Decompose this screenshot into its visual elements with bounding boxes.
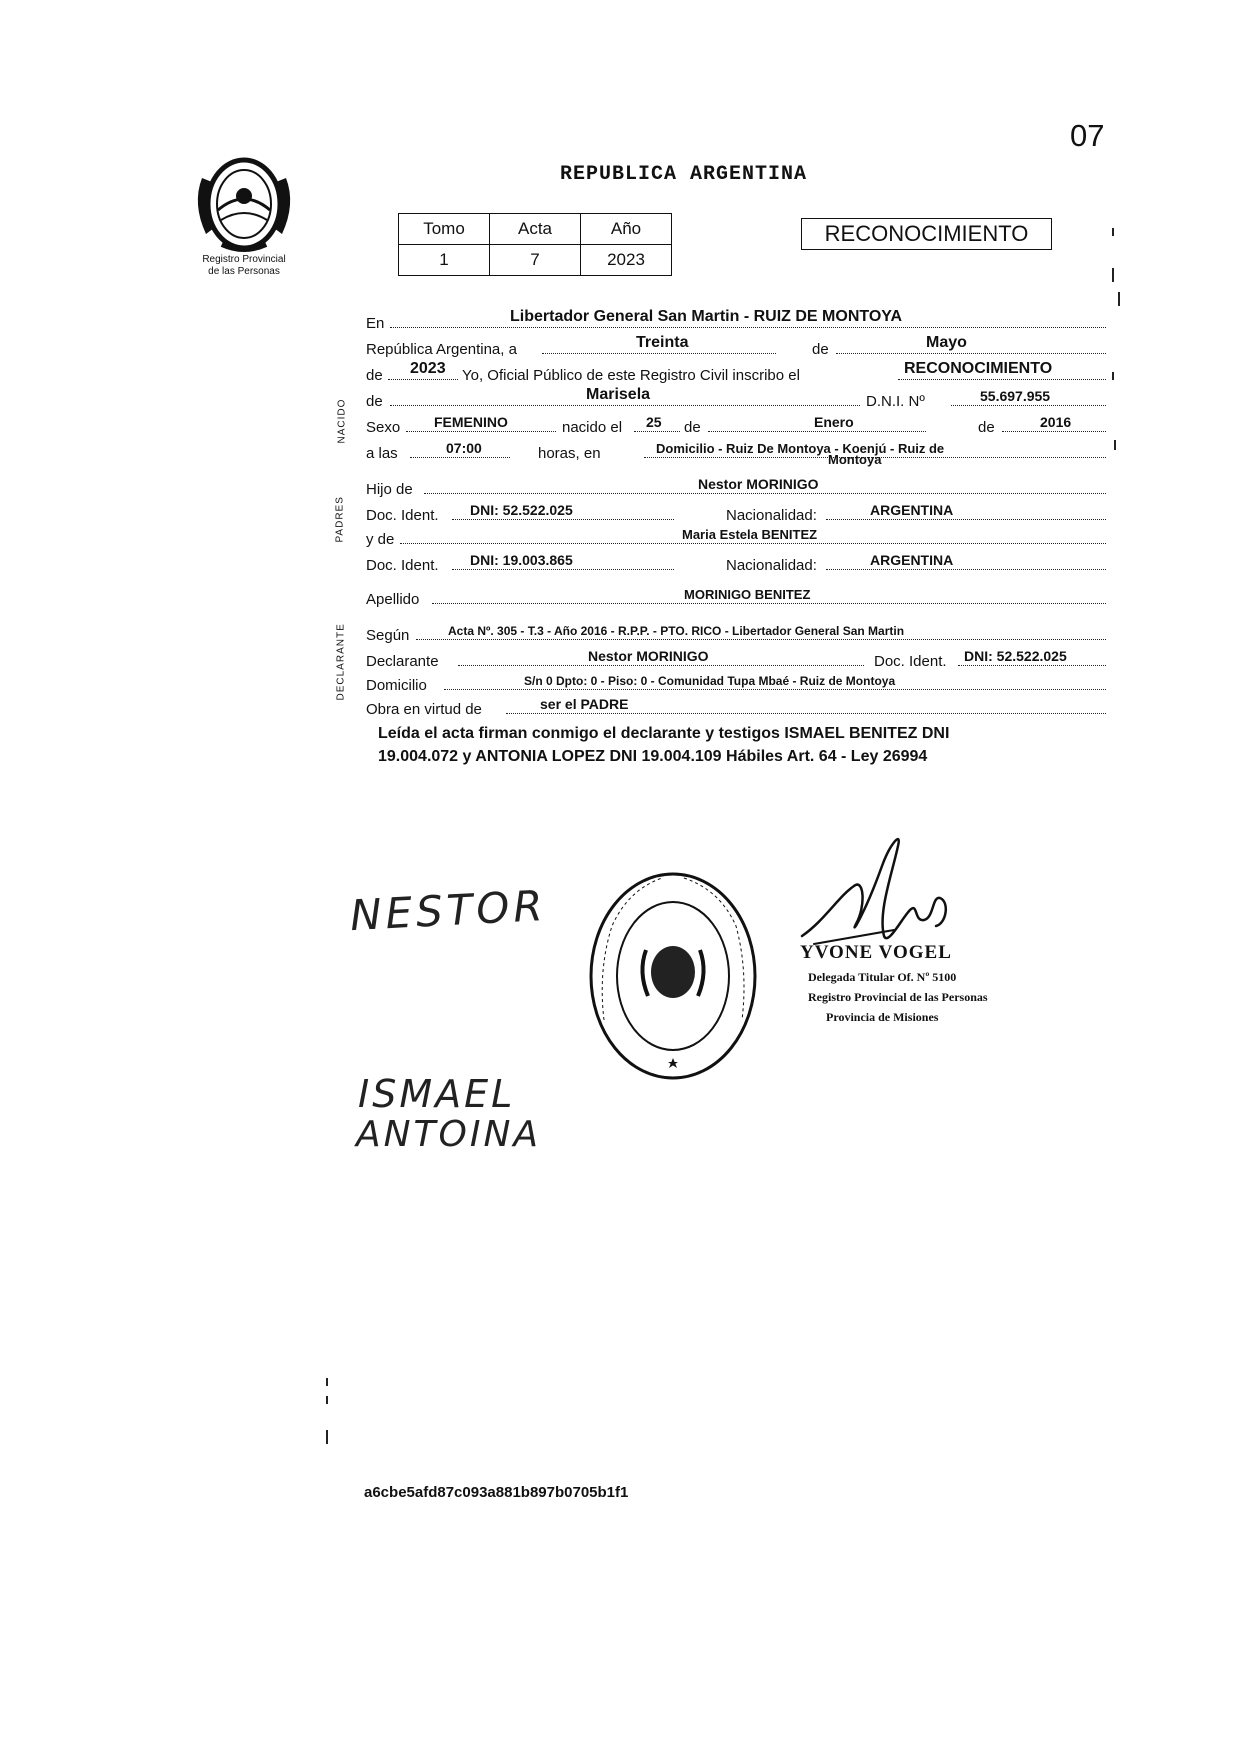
signature-mark (794, 826, 964, 956)
year-de-label: de (366, 367, 383, 384)
side-label-declarante: DECLARANTE (335, 623, 347, 701)
dotted-line (406, 431, 556, 432)
apellido-label: Apellido (366, 591, 420, 608)
declarante-doc-value: DNI: 52.522.025 (964, 648, 1067, 664)
logo-caption: Registro Provincial de las Personas (202, 254, 286, 277)
scan-mark (1118, 292, 1120, 306)
month-value: Mayo (926, 334, 967, 351)
handwritten-ismael: ISMAEL (358, 1072, 516, 1116)
dotted-line (951, 405, 1106, 406)
signatory-title: Delegada Titular Of. Nº 5100 (808, 970, 957, 984)
en-label: En (366, 315, 385, 332)
field-row-segun (366, 618, 1106, 644)
day-value: Treinta (636, 334, 689, 351)
field-row-padre (366, 472, 1106, 498)
oficial-text: Yo, Oficial Público de este Registro Civil inscribo el (462, 367, 800, 384)
scan-mark (1112, 372, 1114, 380)
document-type-box: RECONOCIMIENTO (801, 218, 1052, 250)
record-header-tomo: Tomo (399, 214, 490, 245)
name-label: de (366, 393, 383, 410)
dotted-line (416, 639, 1106, 640)
field-row-madre (366, 522, 1106, 548)
dotted-line (506, 713, 1106, 714)
scan-mark (326, 1396, 328, 1404)
signatory-province: Provincia de Misiones (826, 1010, 939, 1024)
dotted-line (634, 431, 680, 432)
side-label-padres: PADRES (334, 496, 346, 543)
madre-nacionalidad-value: ARGENTINA (870, 552, 954, 568)
dotted-line (400, 543, 1106, 544)
record-acta-value: 7 (490, 245, 581, 276)
dotted-line (390, 405, 860, 406)
dotted-line (388, 379, 458, 380)
hora-value: 07:00 (446, 440, 482, 456)
declarante-doc-label: Doc. Ident. (874, 653, 947, 670)
field-row-padre-doc (366, 498, 1106, 524)
obra-label: Obra en virtud de (366, 701, 482, 718)
birth-de-label: de (684, 419, 701, 436)
padre-value: Nestor MORINIGO (698, 476, 819, 492)
name-value: Marisela (586, 386, 651, 403)
padre-doc-label: Doc. Ident. (366, 507, 439, 524)
record-value-row (399, 245, 672, 276)
dotted-line (424, 493, 1106, 494)
field-row-fecha (366, 332, 1106, 358)
dotted-line (458, 665, 864, 666)
closing-statement (378, 722, 1088, 768)
dotted-line (390, 327, 1106, 328)
provincial-coat-of-arms-logo (188, 148, 300, 258)
record-anio-value: 2023 (581, 245, 672, 276)
madre-value: Maria Estela BENITEZ (682, 527, 818, 542)
dotted-line (826, 519, 1106, 520)
field-row-apellido (366, 582, 1106, 608)
record-header-anio: Año (581, 214, 672, 245)
side-label-nacido: NACIDO (336, 398, 348, 444)
lugar-value-continuation: Montoya (828, 452, 882, 467)
dotted-line (958, 665, 1106, 666)
declarante-label: Declarante (366, 653, 439, 670)
padre-nacionalidad-label: Nacionalidad: (726, 507, 817, 524)
dotted-line (898, 379, 1106, 380)
madre-nacionalidad-label: Nacionalidad: (726, 557, 817, 574)
document-title: REPUBLICA ARGENTINA (560, 163, 808, 186)
dotted-line (432, 603, 1106, 604)
field-row-madre-doc (366, 548, 1106, 574)
dotted-line (452, 519, 674, 520)
dni-value: 55.697.955 (980, 388, 1051, 404)
dotted-line (452, 569, 674, 570)
nacido-label: nacido el (562, 419, 623, 436)
record-header-acta: Acta (490, 214, 581, 245)
field-row-sexo (366, 410, 1106, 436)
y-de-label: y de (366, 531, 395, 548)
closing-line-1: Leída el acta firman conmigo el declarante y testigos ISMAEL BENITEZ DNI (378, 725, 950, 742)
scan-mark (1112, 268, 1114, 282)
closing-line-2: 19.004.072 y ANTONIA LOPEZ DNI 19.004.109 Hábiles Art. 64 - Ley 26994 (378, 748, 928, 765)
obra-value: ser el PADRE (540, 696, 629, 712)
dotted-line (826, 569, 1106, 570)
sexo-label: Sexo (366, 419, 401, 436)
horas-label: horas, en (538, 445, 601, 462)
dotted-line (836, 353, 1106, 354)
field-row-en (366, 306, 1106, 332)
madre-doc-value: DNI: 19.003.865 (470, 552, 573, 568)
declarante-value: Nestor MORINIGO (588, 648, 709, 664)
scan-mark (326, 1378, 328, 1386)
handwritten-antonia: ANTOINA (356, 1114, 542, 1155)
record-tomo-value: 1 (399, 245, 490, 276)
dni-label: D.N.I. Nº (866, 393, 925, 410)
segun-value: Acta Nº. 305 - T.3 - Año 2016 - R.P.P. - PTO. RICO - Libertador General San Martin (448, 624, 905, 638)
dotted-line (444, 689, 1106, 690)
apellido-value: MORINIGO BENITEZ (684, 587, 811, 602)
domicilio-value: S/n 0 Dpto: 0 - Piso: 0 - Comunidad Tupa Mbaé - Ruiz de Montoya (524, 674, 896, 688)
field-row-acto (366, 358, 1106, 384)
record-table (398, 213, 672, 276)
acto-value: RECONOCIMIENTO (904, 360, 1053, 377)
signatory-registry: Registro Provincial de las Personas (808, 990, 988, 1004)
sexo-value: FEMENINO (434, 414, 508, 430)
dotted-line (410, 457, 510, 458)
scan-mark (1112, 228, 1114, 236)
record-header-row (399, 214, 672, 245)
birth-month-value: Enero (814, 414, 854, 430)
dotted-line (542, 353, 776, 354)
en-value: Libertador General San Martin - RUIZ DE MONTOYA (510, 308, 903, 325)
padre-doc-value: DNI: 52.522.025 (470, 502, 573, 518)
field-row-obra (366, 692, 1106, 718)
official-registry-seal (588, 870, 758, 1082)
republica-label: República Argentina, a (366, 341, 517, 358)
handwritten-nestor: NESTOR (348, 880, 548, 941)
dotted-line (708, 431, 926, 432)
field-row-declarante (366, 644, 1106, 670)
birth-day-value: 25 (646, 414, 662, 430)
birth-year-value: 2016 (1040, 414, 1072, 430)
madre-doc-label: Doc. Ident. (366, 557, 439, 574)
document-hash: a6cbe5afd87c093a881b897b0705b1f1 (364, 1484, 629, 1501)
scan-mark (1114, 440, 1116, 450)
padre-nacionalidad-value: ARGENTINA (870, 502, 954, 518)
page-number: 07 (1070, 118, 1105, 153)
segun-label: Según (366, 627, 410, 644)
field-row-domicilio (366, 668, 1106, 694)
lugar-value: Domicilio - Ruiz De Montoya - Koenjú - Ruiz de (656, 441, 945, 456)
a-las-label: a las (366, 445, 398, 462)
field-row-lugar (366, 436, 1106, 462)
domicilio-label: Domicilio (366, 677, 427, 694)
hijo-label: Hijo de (366, 481, 413, 498)
signatory-name: YVONE VOGEL (800, 942, 952, 963)
dotted-line (1002, 431, 1106, 432)
birth-year-de-label: de (978, 419, 995, 436)
scan-mark (326, 1430, 328, 1444)
de-label: de (812, 341, 829, 358)
year-value: 2023 (410, 360, 446, 377)
field-row-nombre (366, 384, 1106, 410)
